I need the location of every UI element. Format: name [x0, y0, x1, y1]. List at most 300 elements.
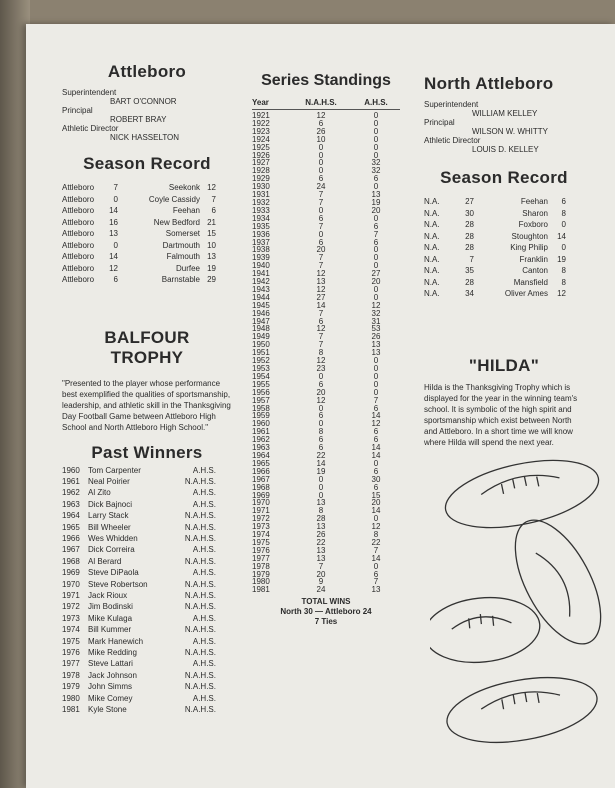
series-nahs-score: 7 [318, 261, 324, 271]
series-ahs-score: 0 [373, 387, 379, 397]
record-opp-score: 8 [561, 208, 566, 218]
series-nahs-score: 9 [318, 577, 324, 587]
series-year: 1944 [252, 292, 270, 302]
series-nahs-score: 7 [318, 561, 324, 571]
series-year: 1947 [252, 316, 270, 326]
staff-name: LOUIS D. KELLEY [472, 145, 539, 154]
record-score: 7 [113, 183, 118, 192]
record-team: Attleboro [62, 229, 95, 238]
record-team: N.A. [424, 231, 440, 241]
record-team: Attleboro [62, 252, 95, 261]
series-ahs-score: 13 [371, 190, 381, 200]
series-year: 1980 [252, 577, 270, 587]
staff-name: NICK HASSELTON [110, 133, 180, 142]
winner-name: Al Zito [88, 488, 111, 498]
record-score: 30 [465, 208, 474, 218]
record-opp-score: 0 [561, 243, 566, 252]
staff-role: Athletic Director [62, 124, 119, 133]
series-nahs-score: 0 [318, 166, 324, 176]
winner-year: 1975 [62, 636, 80, 646]
staff-name: BART O'CONNOR [110, 97, 177, 106]
staff-role: Athletic Director [424, 136, 481, 145]
series-nahs-score: 20 [316, 387, 326, 397]
winner-school: N.A.H.S. [184, 602, 216, 612]
series-year: 1930 [252, 182, 270, 192]
winner-name: Jim Bodinski [88, 602, 133, 612]
series-year: 1927 [252, 158, 270, 168]
winner-school: A.H.S. [192, 545, 216, 555]
series-nahs-score: 28 [316, 514, 326, 524]
past-winner-row [62, 681, 232, 692]
winner-school: N.A.H.S. [184, 522, 216, 532]
series-year: 1979 [252, 569, 270, 579]
series-ahs-score: 0 [373, 371, 379, 381]
season-record-row [62, 205, 232, 217]
series-title: Series Standings [261, 72, 391, 89]
winner-year: 1968 [62, 556, 80, 566]
series-ahs-score: 0 [373, 261, 379, 271]
winner-name: Tom Carpenter [88, 465, 141, 475]
record-opp-score: 8 [561, 266, 566, 275]
totals-title: TOTAL WINS [301, 597, 351, 607]
series-ahs-score: 19 [371, 197, 381, 207]
north-attleboro-staff [424, 100, 584, 154]
winner-year: 1964 [62, 511, 80, 521]
series-ahs-score: 15 [371, 490, 381, 500]
staff-role: Superintendent [424, 100, 479, 109]
series-nahs-score: 12 [316, 269, 326, 279]
balfour-description: "Presented to the player whose performance best exemplified the qualities of sportsmanship, leadership, and athletic skill in the Thanksgiving Day Football Game between Attleboro High School and North Attleboro High School." [62, 378, 231, 432]
past-winner-row [62, 601, 232, 612]
series-nahs-score: 26 [316, 126, 326, 136]
record-team: N.A. [424, 254, 440, 264]
header-nahs: N.A.H.S. [305, 98, 337, 107]
series-year: 1938 [252, 245, 270, 255]
series-ahs-score: 0 [373, 292, 379, 302]
series-year: 1975 [252, 537, 270, 547]
winner-year: 1976 [62, 648, 80, 657]
series-row [252, 586, 400, 594]
season-record-row [62, 182, 232, 194]
series-ahs-score: 7 [373, 395, 379, 405]
winner-name: Dick Bajnoci [88, 499, 133, 509]
season-record-row [424, 242, 584, 254]
season-record-row [424, 288, 584, 300]
series-nahs-score: 6 [318, 213, 324, 223]
north-attleboro-column [424, 74, 584, 456]
staff-role: Principal [424, 118, 455, 127]
series-nahs-score: 6 [318, 435, 324, 445]
series-nahs-score: 24 [316, 585, 326, 595]
series-year: 1976 [252, 545, 270, 555]
series-nahs-score: 13 [316, 522, 326, 532]
series-nahs-score: 27 [316, 292, 326, 302]
record-score: 6 [113, 275, 118, 284]
record-score: 28 [465, 277, 474, 287]
winner-school: A.H.S. [192, 693, 216, 703]
series-ahs-score: 53 [371, 324, 381, 334]
series-nahs-score: 7 [318, 253, 324, 263]
series-ahs-score: 8 [373, 530, 379, 540]
series-nahs-score: 0 [318, 474, 324, 484]
season-record-row [424, 254, 584, 266]
past-winners-title: Past Winners [91, 442, 203, 462]
record-team: Attleboro [62, 206, 95, 215]
balfour-title-line1: BALFOUR [104, 327, 190, 347]
winner-school: N.A.H.S. [184, 705, 216, 715]
winner-name: Steve Lattari [88, 659, 133, 669]
season-record-row [424, 208, 584, 220]
record-opponent: Barnstable [161, 275, 200, 284]
record-score: 16 [109, 217, 118, 227]
record-team: N.A. [424, 289, 440, 298]
series-year: 1924 [252, 134, 270, 144]
record-opponent: New Bedford [153, 217, 200, 227]
balfour-title-line2: TROPHY [110, 347, 184, 367]
series-year: 1939 [252, 253, 270, 263]
north-attleboro-title: North Attleboro [424, 74, 554, 93]
series-year: 1951 [252, 348, 270, 358]
series-ahs-score: 7 [373, 545, 379, 555]
record-score: 0 [113, 240, 118, 250]
record-score: 14 [109, 252, 118, 261]
series-ahs-score: 6 [373, 466, 379, 476]
series-year: 1943 [252, 284, 270, 294]
season-record-row [62, 263, 232, 275]
series-year: 1929 [252, 174, 270, 184]
series-year: 1959 [252, 411, 270, 421]
series-year: 1935 [252, 221, 270, 231]
series-year: 1926 [252, 150, 270, 160]
record-team: N.A. [424, 266, 440, 275]
series-year: 1969 [252, 490, 270, 500]
winner-school: N.A.H.S. [184, 648, 216, 657]
winner-name: Jack Johnson [88, 670, 137, 680]
series-nahs-score: 7 [318, 190, 324, 200]
winner-name: Larry Stack [88, 511, 129, 521]
record-opponent: Feehan [520, 197, 548, 206]
series-nahs-score: 6 [318, 411, 324, 421]
staff-role: Principal [62, 106, 93, 115]
series-year: 1931 [252, 190, 270, 200]
past-winner-row [62, 567, 232, 578]
series-year: 1974 [252, 530, 270, 540]
series-nahs-score: 12 [316, 356, 326, 366]
series-ahs-score: 6 [373, 435, 379, 445]
record-opp-score: 6 [211, 206, 216, 215]
record-score: 14 [109, 206, 118, 215]
winner-school: N.A.H.S. [184, 533, 216, 543]
winner-name: Wes Whidden [88, 533, 138, 543]
winner-year: 1974 [62, 625, 80, 635]
series-year: 1923 [252, 126, 270, 136]
series-nahs-score: 0 [318, 403, 324, 413]
series-ahs-score: 20 [371, 498, 381, 508]
record-opponent: King Philip [510, 243, 548, 252]
winner-name: John Simms [88, 682, 133, 692]
series-ahs-score: 12 [371, 522, 381, 532]
record-team: Attleboro [62, 183, 95, 192]
past-winner-row [62, 510, 232, 521]
record-opponent: Coyle Cassidy [148, 194, 200, 204]
series-year: 1932 [252, 197, 270, 207]
winner-name: Al Berard [88, 556, 122, 566]
series-year: 1977 [252, 553, 270, 563]
staff-name: ROBERT BRAY [110, 115, 167, 124]
series-ahs-score: 0 [373, 182, 379, 192]
series-year: 1955 [252, 379, 270, 389]
record-opp-score: 19 [207, 263, 216, 273]
winner-year: 1965 [62, 522, 80, 532]
record-opponent: Seekonk [168, 183, 200, 192]
series-ahs-score: 13 [371, 340, 381, 350]
series-nahs-score: 0 [318, 490, 324, 500]
past-winner-row [62, 522, 232, 533]
series-ahs-score: 22 [371, 537, 381, 547]
winner-school: N.A.H.S. [184, 476, 216, 486]
record-score: 13 [109, 229, 118, 238]
season-record-row [62, 274, 232, 286]
winner-school: A.H.S. [192, 613, 216, 623]
series-year: 1942 [252, 277, 270, 287]
series-nahs-score: 6 [318, 443, 324, 453]
record-opp-score: 6 [561, 197, 566, 206]
series-year: 1972 [252, 514, 270, 524]
series-year: 1952 [252, 356, 270, 366]
series-nahs-score: 24 [316, 182, 326, 192]
winner-year: 1977 [62, 659, 80, 669]
series-ahs-score: 6 [373, 221, 379, 231]
series-nahs-score: 12 [316, 284, 326, 294]
winner-year: 1969 [62, 568, 80, 578]
season-record-row [424, 231, 584, 243]
record-team: N.A. [424, 208, 440, 218]
series-ahs-score: 14 [371, 443, 381, 453]
series-nahs-score: 0 [318, 158, 324, 168]
season-record-row [424, 265, 584, 277]
series-nahs-score: 0 [318, 229, 324, 239]
series-ahs-score: 30 [371, 474, 381, 484]
north-attleboro-season-record [424, 196, 584, 300]
past-winner-row [62, 556, 232, 567]
series-year: 1945 [252, 300, 270, 310]
series-ahs-score: 0 [373, 111, 379, 120]
series-year: 1978 [252, 561, 270, 571]
winner-name: Dick Correira [88, 545, 135, 555]
series-ahs-score: 26 [371, 332, 381, 342]
winner-name: Kyle Stone [88, 705, 127, 715]
series-totals [252, 597, 400, 627]
past-winner-row [62, 624, 232, 635]
winner-name: Jack Rioux [88, 590, 128, 600]
winner-name: Steve DiPaola [88, 568, 139, 578]
record-opp-score: 12 [557, 289, 566, 298]
past-winner-row [62, 636, 232, 647]
series-ahs-score: 20 [371, 277, 381, 287]
past-winner-row [62, 670, 232, 681]
record-team: Attleboro [62, 194, 95, 204]
series-year: 1950 [252, 340, 270, 350]
record-opponent: Mansfield [513, 277, 548, 287]
record-team: Attleboro [62, 275, 95, 284]
series-ahs-score: 6 [373, 403, 379, 413]
series-nahs-score: 22 [316, 450, 326, 460]
series-nahs-score: 6 [318, 316, 324, 326]
series-ahs-score: 32 [371, 158, 381, 168]
series-nahs-score: 7 [318, 221, 324, 231]
winner-year: 1978 [62, 670, 80, 680]
record-opp-score: 0 [561, 220, 566, 229]
past-winner-row [62, 590, 232, 601]
record-opponent: Oliver Ames [504, 289, 548, 298]
series-ahs-score: 0 [373, 514, 379, 524]
series-year: 1946 [252, 308, 270, 318]
winner-year: 1970 [62, 579, 80, 589]
series-nahs-score: 10 [316, 134, 326, 144]
series-nahs-score: 19 [316, 466, 326, 476]
record-team: Attleboro [62, 240, 95, 250]
past-winner-row [62, 693, 232, 704]
series-ahs-score: 13 [371, 585, 381, 595]
series-nahs-score: 6 [318, 174, 324, 184]
series-year: 1949 [252, 332, 270, 342]
series-year: 1965 [252, 458, 270, 468]
series-header [252, 98, 400, 110]
past-winner-row [62, 544, 232, 555]
record-score: 34 [465, 289, 474, 298]
record-opp-score: 7 [211, 194, 216, 204]
winner-year: 1962 [62, 488, 80, 498]
series-ahs-score: 0 [373, 253, 379, 263]
series-nahs-score: 12 [316, 324, 326, 334]
series-year: 1970 [252, 498, 270, 508]
series-ahs-score: 0 [373, 364, 379, 373]
winner-name: Steve Robertson [88, 579, 148, 589]
series-nahs-score: 8 [318, 348, 324, 358]
winner-year: 1981 [62, 705, 80, 715]
record-score: 28 [465, 243, 474, 252]
header-year: Year [252, 98, 269, 107]
series-nahs-score: 23 [316, 364, 326, 373]
record-opponent: Franklin [519, 254, 548, 264]
record-score: 28 [465, 220, 474, 229]
series-year: 1971 [252, 506, 270, 516]
series-nahs-score: 0 [318, 419, 324, 429]
winner-name: Bill Wheeler [88, 522, 131, 532]
series-ahs-score: 14 [371, 450, 381, 460]
series-year: 1966 [252, 466, 270, 476]
record-opp-score: 15 [207, 229, 216, 238]
series-year: 1953 [252, 364, 270, 373]
past-winner-row [62, 476, 232, 487]
series-ahs-score: 0 [373, 458, 379, 468]
winner-year: 1960 [62, 465, 80, 475]
winner-name: Bill Kummer [88, 625, 132, 635]
season-record-row [62, 194, 232, 206]
record-team: N.A. [424, 243, 440, 252]
record-opponent: Stoughton [511, 231, 548, 241]
attleboro-season-title: Season Record [83, 154, 211, 173]
winner-school: A.H.S. [192, 568, 216, 578]
winner-school: N.A.H.S. [184, 579, 216, 589]
record-opp-score: 13 [207, 252, 216, 261]
series-year: 1940 [252, 261, 270, 271]
record-team: Attleboro [62, 263, 95, 273]
series-ahs-score: 7 [373, 229, 379, 239]
footballs-illustration-icon [430, 452, 610, 772]
series-ahs-score: 0 [373, 245, 379, 255]
record-score: 28 [465, 231, 474, 241]
record-opponent: Dartmouth [162, 240, 200, 250]
record-opponent: Sharon [522, 208, 548, 218]
series-ahs-score: 6 [373, 427, 379, 437]
series-column [252, 72, 400, 627]
record-opponent: Feehan [172, 206, 200, 215]
record-opp-score: 14 [557, 231, 566, 241]
series-nahs-score: 26 [316, 530, 326, 540]
series-ahs-score: 0 [373, 561, 379, 571]
series-nahs-score: 14 [316, 458, 326, 468]
record-score: 35 [465, 266, 474, 275]
series-ahs-score: 27 [371, 269, 381, 279]
record-opponent: Foxboro [518, 220, 548, 229]
winner-year: 1979 [62, 682, 80, 692]
series-ahs-score: 0 [373, 142, 379, 152]
season-record-row [424, 219, 584, 231]
series-nahs-score: 0 [318, 205, 324, 215]
series-nahs-score: 7 [318, 197, 324, 207]
winner-school: N.A.H.S. [184, 511, 216, 521]
past-winner-row [62, 533, 232, 544]
series-nahs-score: 6 [318, 118, 324, 128]
staff-name: WILSON W. WHITTY [472, 127, 548, 136]
totals-ties: 7 Ties [314, 617, 338, 627]
series-ahs-score: 32 [371, 308, 381, 318]
series-year: 1973 [252, 522, 270, 532]
winner-school: A.H.S. [192, 465, 216, 475]
series-ahs-score: 0 [373, 213, 379, 223]
winner-year: 1980 [62, 693, 80, 703]
series-nahs-score: 8 [318, 427, 324, 437]
winner-school: A.H.S. [192, 659, 216, 669]
season-record-row [424, 277, 584, 289]
record-opp-score: 29 [207, 275, 216, 284]
winner-school: A.H.S. [192, 499, 216, 509]
hilda-description: Hilda is the Thanksgiving Trophy which is displayed for the year in the winning team's school. It is symbolic of the high spirit and sportsmanship which exist between North and Attleboro. In a short time we will know where Hilda will spend the next year. [424, 382, 578, 447]
series-nahs-score: 13 [316, 498, 326, 508]
attleboro-column [62, 62, 232, 715]
series-year: 1925 [252, 142, 270, 152]
series-year: 1981 [252, 585, 270, 595]
series-ahs-score: 0 [373, 284, 379, 294]
staff-name: WILLIAM KELLEY [472, 109, 538, 118]
winner-school: N.A.H.S. [184, 556, 216, 566]
winner-year: 1967 [62, 545, 80, 555]
series-ahs-score: 13 [371, 348, 381, 358]
hilda-title: "HILDA" [468, 355, 540, 375]
winner-school: N.A.H.S. [184, 682, 216, 692]
series-ahs-score: 0 [373, 356, 379, 366]
winner-name: Mike Comey [88, 693, 133, 703]
series-ahs-score: 0 [373, 379, 379, 389]
past-winner-row [62, 613, 232, 624]
winner-year: 1972 [62, 602, 80, 612]
record-opp-score: 19 [557, 254, 566, 264]
staff-role: Superintendent [62, 88, 117, 97]
winner-school: A.H.S. [192, 488, 216, 498]
series-year: 1941 [252, 269, 270, 279]
totals-line: North 30 — Attleboro 24 [280, 607, 372, 617]
